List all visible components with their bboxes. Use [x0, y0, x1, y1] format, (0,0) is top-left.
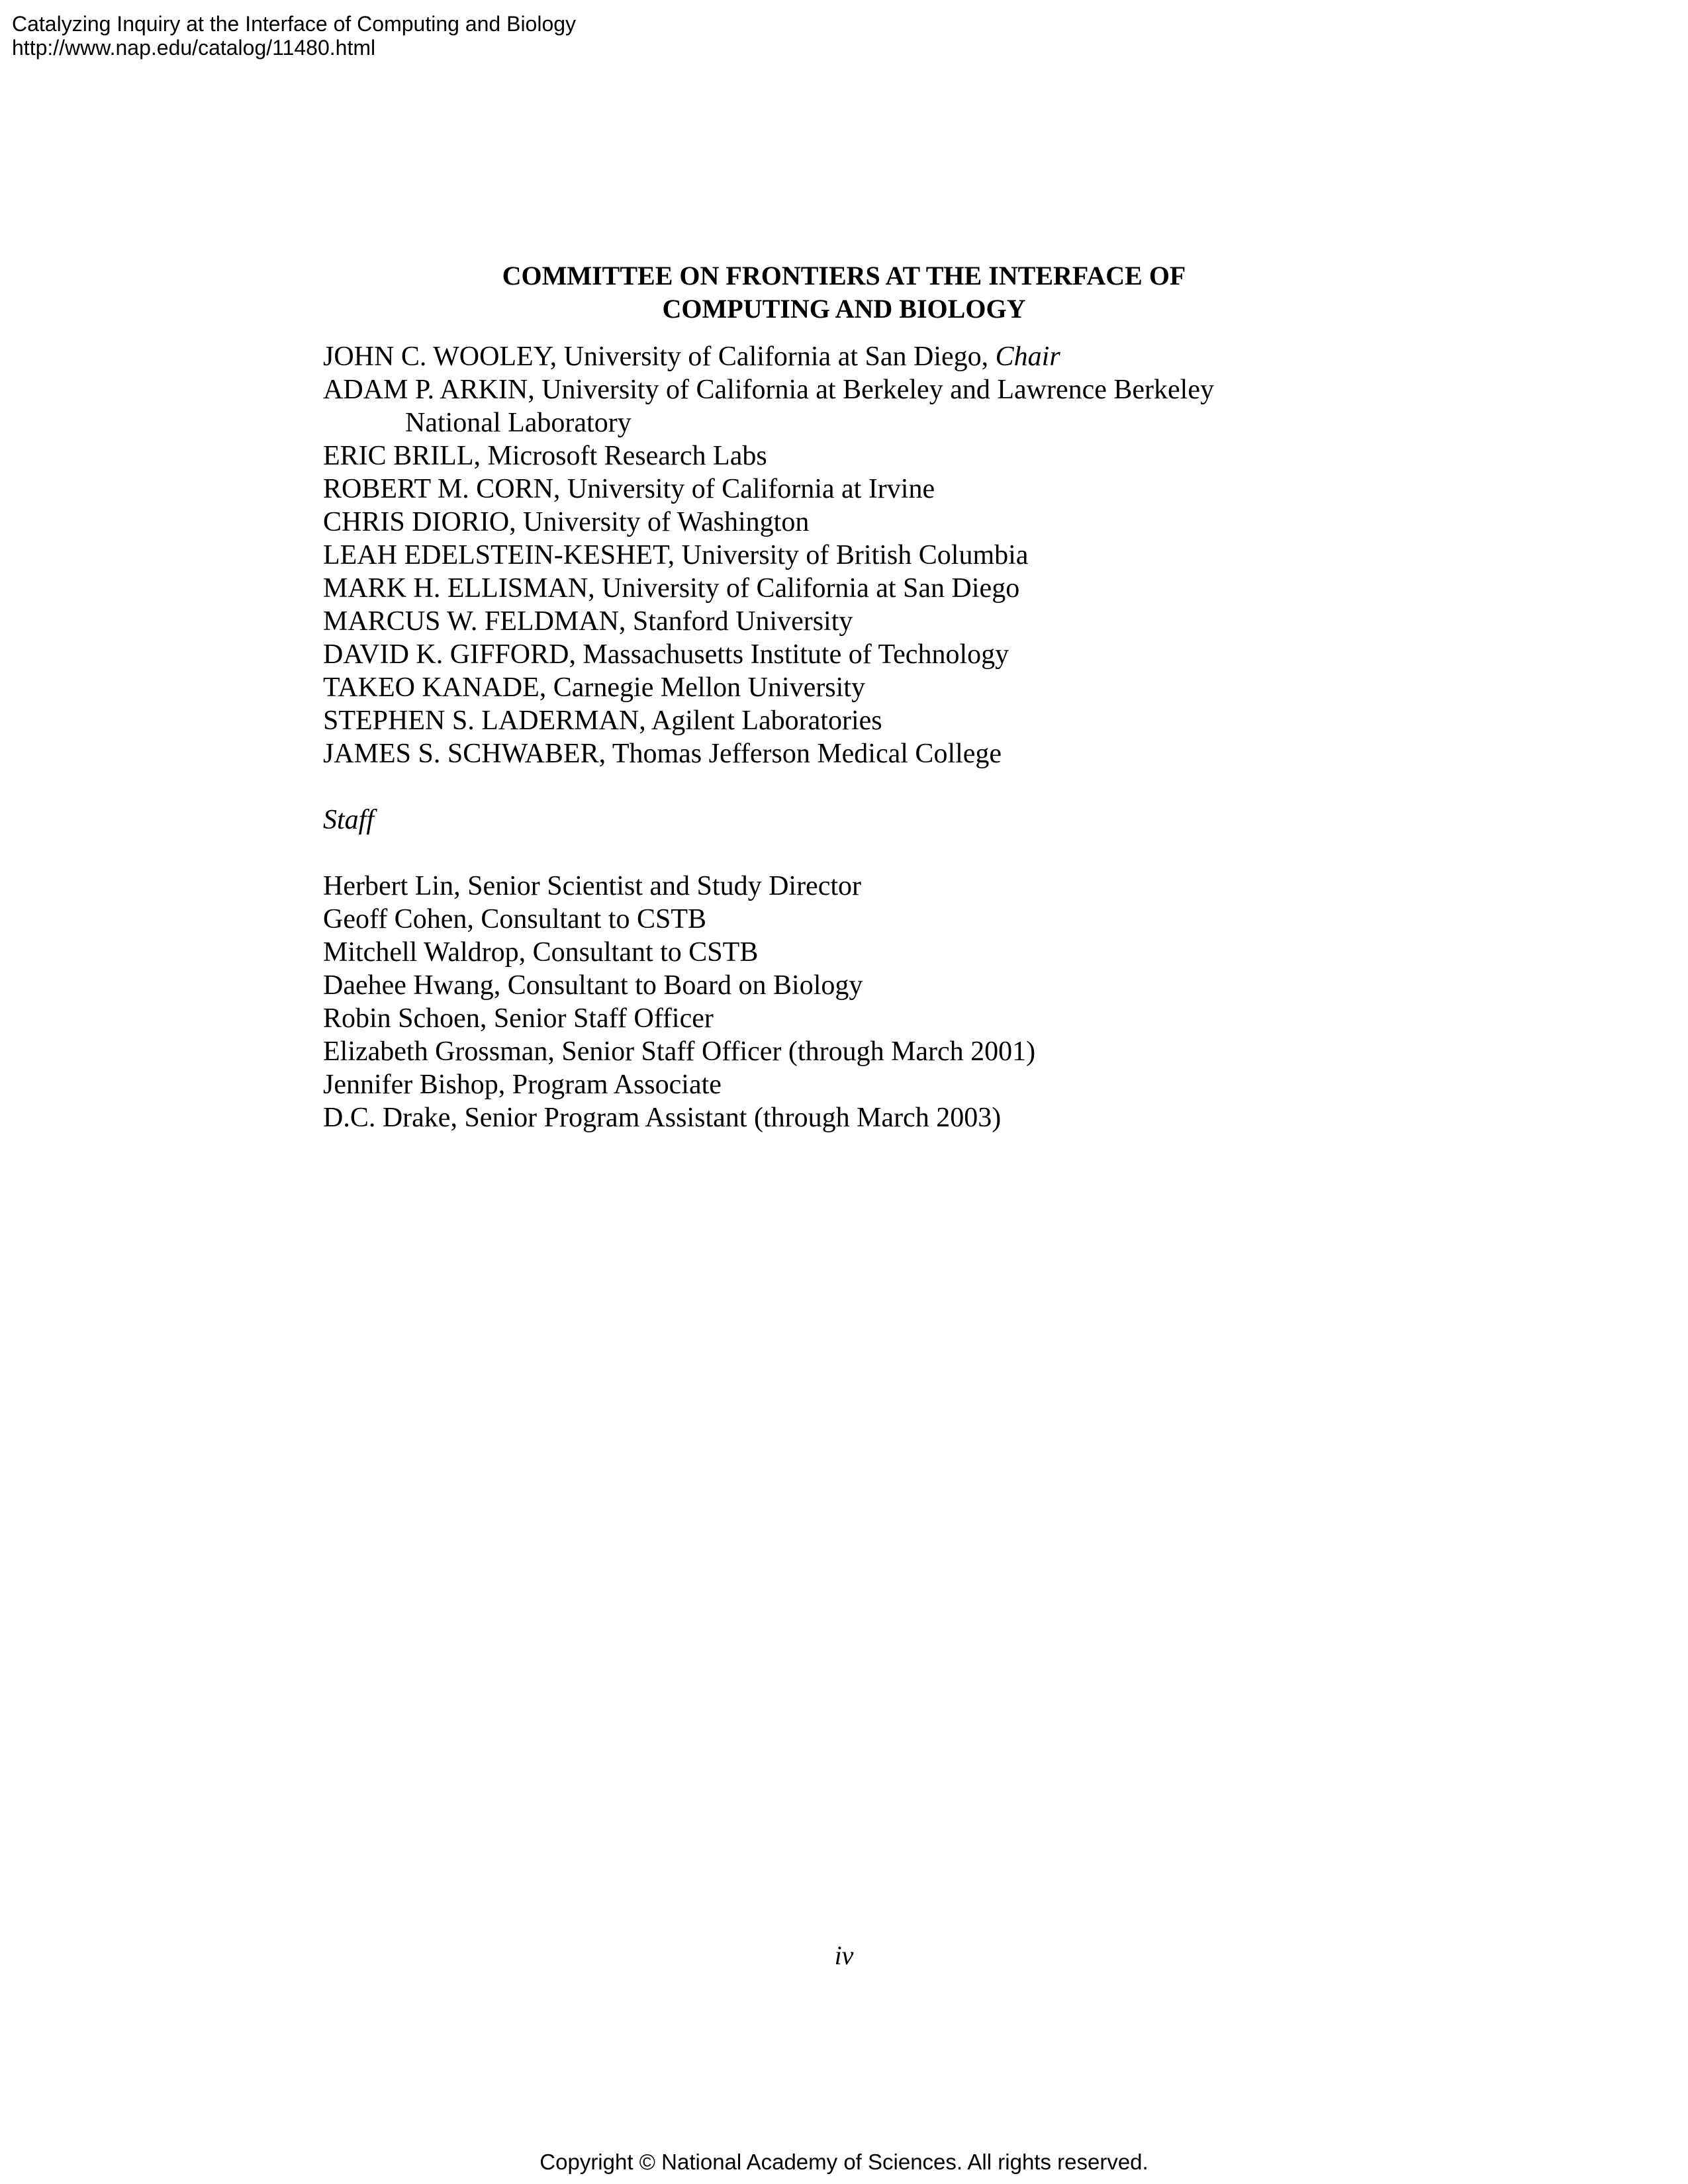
staff-line: Mitchell Waldrop, Consultant to CSTB — [323, 937, 759, 968]
member-line: MARK H. ELLISMAN, University of California at San Diego — [323, 573, 1020, 604]
copyright-footer: Copyright © National Academy of Sciences. All rights reserved. — [539, 2150, 1149, 2174]
staff-line: Jennifer Bishop, Program Associate — [323, 1069, 722, 1100]
staff-line: D.C. Drake, Senior Program Assistant (through March 2003) — [323, 1103, 1002, 1133]
catalog-url[interactable]: http://www.nap.edu/catalog/11480.html — [12, 36, 376, 60]
member-line: ADAM P. ARKIN, University of California at Berkeley and Lawrence Berkeley — [323, 375, 1214, 405]
spacer — [323, 837, 1614, 870]
member-line — [323, 340, 1614, 373]
member-line: CHRIS DIORIO, University of Washington — [323, 507, 810, 537]
committee-roster — [323, 340, 1614, 1134]
staff-line: Daehee Hwang, Consultant to Board on Biology — [323, 970, 863, 1001]
member-line: STEPHEN S. LADERMAN, Agilent Laboratories — [323, 705, 882, 736]
member-line: MARCUS W. FELDMAN, Stanford University — [323, 606, 853, 637]
member-line: ROBERT M. CORN, University of California at Irvine — [323, 474, 935, 504]
member-role: Chair — [995, 341, 1060, 372]
member-line: TAKEO KANADE, Carnegie Mellon University — [323, 672, 865, 703]
title-line-1: COMMITTEE ON FRONTIERS AT THE INTERFACE OF — [502, 261, 1186, 291]
title-line-2: COMPUTING AND BIOLOGY — [662, 294, 1026, 324]
staff-line: Herbert Lin, Senior Scientist and Study Director — [323, 871, 861, 901]
member-line: JAMES S. SCHWABER, Thomas Jefferson Medical College — [323, 739, 1002, 769]
member-line-continuation: National Laboratory — [405, 408, 632, 438]
member-line: DAVID K. GIFFORD, Massachusetts Institute of Technology — [323, 639, 1009, 670]
page-number: iv — [834, 1940, 854, 1970]
staff-line: Robin Schoen, Senior Staff Officer — [323, 1003, 714, 1034]
member-line: LEAH EDELSTEIN-KESHET, University of British Columbia — [323, 540, 1029, 570]
spacer — [323, 770, 1614, 803]
member-text: JOHN C. WOOLEY, University of California at San Diego, — [323, 341, 996, 372]
page-header — [12, 12, 576, 60]
member-line: ERIC BRILL, Microsoft Research Labs — [323, 441, 767, 471]
book-title: Catalyzing Inquiry at the Interface of Computing and Biology — [12, 12, 577, 36]
staff-line: Elizabeth Grossman, Senior Staff Officer (through March 2001) — [323, 1036, 1036, 1067]
committee-title — [0, 259, 1688, 326]
staff-line: Geoff Cohen, Consultant to CSTB — [323, 904, 707, 934]
staff-heading: Staff — [323, 805, 375, 835]
